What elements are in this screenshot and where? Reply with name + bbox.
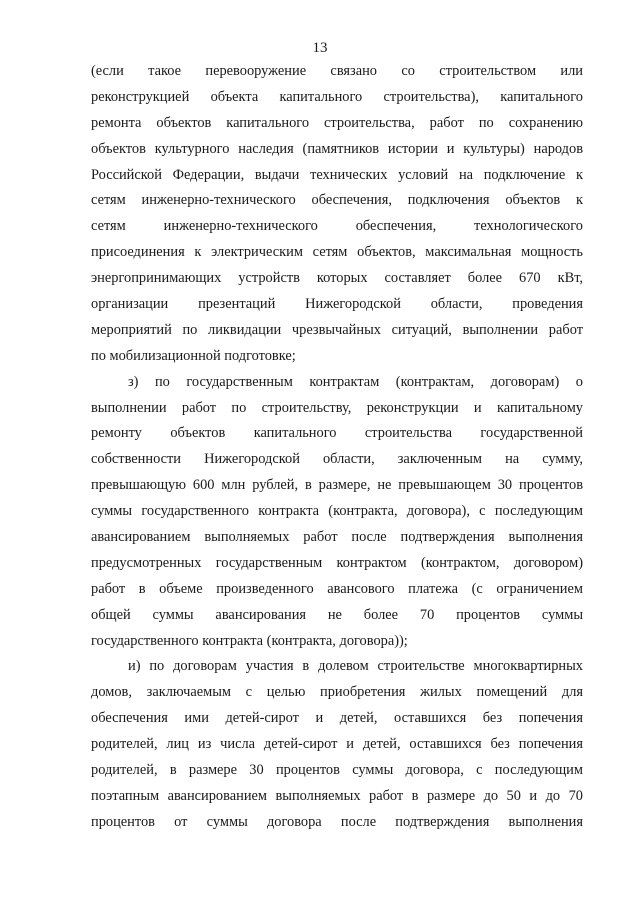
text-line: объектов культурного наследия (памятников истории и культуры) народов: [91, 140, 583, 157]
text-line: авансированием выполняемых работ после подтверждения выполнения: [91, 529, 583, 546]
text-line: процентов от суммы договора после подтверждения выполнения: [91, 813, 583, 830]
text-line: ремонта объектов капитального строительства, работ по сохранению: [91, 114, 583, 131]
text-line: собственности Нижегородской области, заключенным на сумму,: [91, 451, 583, 468]
text-line: Российской Федерации, выдачи технических условий на подключение к: [91, 166, 583, 183]
text-line: превышающую 600 млн рублей, в размере, не превышающем 30 процентов: [91, 477, 583, 494]
text-line: работ в объеме произведенного авансового платежа (с ограничением: [91, 580, 583, 597]
paragraph: [91, 59, 583, 370]
text-line: сетям инженерно-технического обеспечения, технологического: [91, 218, 583, 235]
paragraph: [91, 370, 583, 655]
text-line: государственного контракта (контракта, договора));: [91, 632, 408, 649]
text-line: организации презентаций Нижегородской области, проведения: [91, 296, 583, 313]
text-line: домов, заключаемым с целью приобретения жилых помещений для: [91, 684, 583, 701]
text-line: выполнении работ по строительству, реконструкции и капитальному: [91, 399, 583, 416]
text-line: поэтапным авансированием выполняемых работ в размере до 50 и до 70: [91, 787, 583, 804]
text-line: родителей, в размере 30 процентов суммы договора, с последующим: [91, 762, 583, 779]
document-body: [91, 59, 583, 836]
text-line: предусмотренных государственным контрактом (контрактом, договором): [91, 554, 583, 571]
text-line: по мобилизационной подготовке;: [91, 347, 296, 364]
text-line: мероприятий по ликвидации чрезвычайных ситуаций, выполнении работ: [91, 321, 583, 338]
page-number: 13: [312, 40, 328, 56]
text-line: родителей, лиц из числа детей-сирот и детей, оставшихся без попечения: [91, 736, 583, 753]
text-line: ремонту объектов капитального строительства государственной: [91, 425, 583, 442]
text-line: (если такое перевооружение связано со строительством или: [91, 63, 583, 79]
paragraph: [91, 654, 583, 835]
text-line: сетям инженерно-технического обеспечения, подключения объектов к: [91, 192, 583, 209]
text-line: и) по договорам участия в долевом строительстве многоквартирных: [128, 658, 583, 675]
text-line: обеспечения ими детей-сирот и детей, оставшихся без попечения: [91, 710, 583, 727]
text-line: реконструкцией объекта капитального строительства), капитального: [91, 88, 583, 105]
text-line: энергопринимающих устройств которых составляет более 670 кВт,: [91, 270, 583, 287]
text-line: з) по государственным контрактам (контрактам, договорам) о: [128, 373, 583, 390]
text-line: общей суммы авансирования не более 70 процентов суммы: [91, 606, 583, 623]
text-line: суммы государственного контракта (контракта, договора), с последующим: [91, 503, 583, 520]
text-line: присоединения к электрическим сетям объектов, максимальная мощность: [91, 244, 583, 261]
